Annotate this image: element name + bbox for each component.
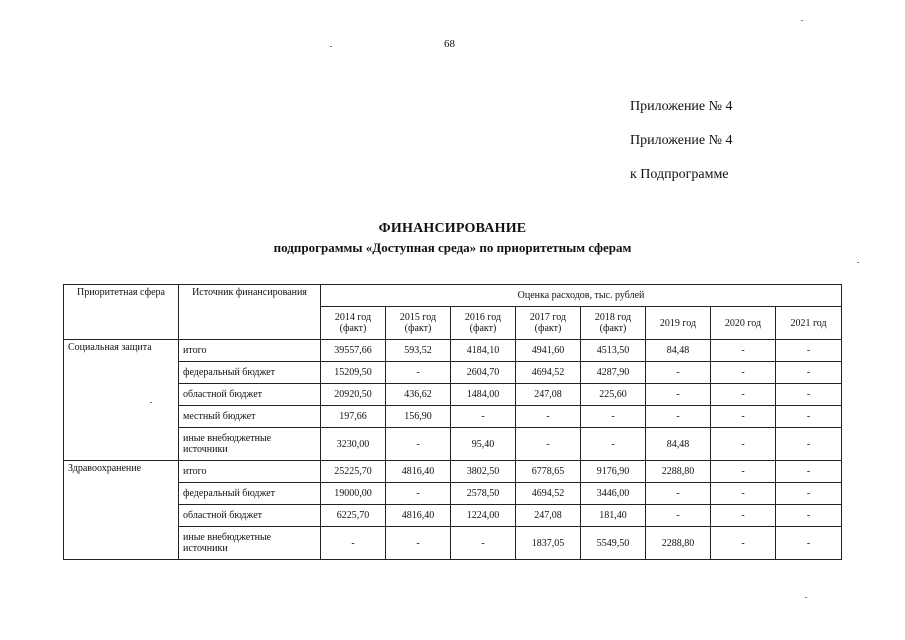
value-cell: - xyxy=(711,384,776,406)
sphere-cell: Здравоохранение xyxy=(64,461,179,560)
value-cell: 15209,50 xyxy=(321,362,386,384)
appendix-line-2: Приложение № 4 xyxy=(630,133,733,148)
value-cell: - xyxy=(776,483,842,505)
value-cell: 25225,70 xyxy=(321,461,386,483)
value-cell: 1837,05 xyxy=(516,527,581,560)
header-year: 2021 год xyxy=(776,307,842,340)
scan-speck xyxy=(805,597,807,598)
table-row xyxy=(64,505,842,527)
source-cell: федеральный бюджет xyxy=(179,362,321,384)
value-cell: - xyxy=(776,461,842,483)
value-cell: 593,52 xyxy=(386,340,451,362)
value-cell: - xyxy=(516,406,581,428)
source-cell: итого xyxy=(179,340,321,362)
value-cell: 225,60 xyxy=(581,384,646,406)
value-cell: 84,48 xyxy=(646,340,711,362)
value-cell: - xyxy=(451,406,516,428)
value-cell: - xyxy=(776,340,842,362)
value-cell: 181,40 xyxy=(581,505,646,527)
value-cell: - xyxy=(776,527,842,560)
value-cell: - xyxy=(711,505,776,527)
value-cell: 2604,70 xyxy=(451,362,516,384)
scan-speck xyxy=(150,402,152,403)
value-cell: 1224,00 xyxy=(451,505,516,527)
value-cell: - xyxy=(646,406,711,428)
value-cell: - xyxy=(711,362,776,384)
table-row xyxy=(64,406,842,428)
value-cell: - xyxy=(776,428,842,461)
header-year: 2017 год (факт) xyxy=(516,307,581,340)
value-cell: 4513,50 xyxy=(581,340,646,362)
value-cell: 6225,70 xyxy=(321,505,386,527)
document-title: ФИНАНСИРОВАНИЕ xyxy=(378,221,527,236)
value-cell: 2288,80 xyxy=(646,461,711,483)
table-row xyxy=(64,384,842,406)
value-cell: - xyxy=(386,483,451,505)
value-cell: 84,48 xyxy=(646,428,711,461)
value-cell: 247,08 xyxy=(516,384,581,406)
header-year: 2015 год (факт) xyxy=(386,307,451,340)
value-cell: - xyxy=(646,505,711,527)
value-cell: - xyxy=(386,362,451,384)
header-year: 2016 год (факт) xyxy=(451,307,516,340)
header-estimate: Оценка расходов, тыс. рублей xyxy=(321,285,842,307)
value-cell: - xyxy=(516,428,581,461)
header-source: Источник финансирования xyxy=(179,285,321,340)
value-cell: - xyxy=(776,362,842,384)
value-cell: 39557,66 xyxy=(321,340,386,362)
header-year: 2019 год xyxy=(646,307,711,340)
appendix-line-1: Приложение № 4 xyxy=(630,99,733,114)
value-cell: 4816,40 xyxy=(386,461,451,483)
source-cell: иные внебюджетные источники xyxy=(179,527,321,560)
value-cell: 3802,50 xyxy=(451,461,516,483)
value-cell: - xyxy=(451,527,516,560)
source-cell: итого xyxy=(179,461,321,483)
value-cell: 3230,00 xyxy=(321,428,386,461)
appendix-line-3: к Подпрограмме xyxy=(630,167,729,182)
value-cell: 95,40 xyxy=(451,428,516,461)
source-cell: местный бюджет xyxy=(179,406,321,428)
value-cell: 4184,10 xyxy=(451,340,516,362)
document-subtitle: подпрограммы «Доступная среда» по приоритетным сферам xyxy=(273,240,632,255)
value-cell: - xyxy=(646,384,711,406)
table-body xyxy=(64,340,842,560)
sphere-cell: Социальная защита xyxy=(64,340,179,461)
value-cell: 6778,65 xyxy=(516,461,581,483)
value-cell: - xyxy=(711,340,776,362)
value-cell: 156,90 xyxy=(386,406,451,428)
value-cell: - xyxy=(711,527,776,560)
value-cell: 5549,50 xyxy=(581,527,646,560)
value-cell: 2578,50 xyxy=(451,483,516,505)
value-cell: - xyxy=(776,384,842,406)
table-row xyxy=(64,428,842,461)
value-cell: - xyxy=(386,428,451,461)
value-cell: 4287,90 xyxy=(581,362,646,384)
value-cell: - xyxy=(646,483,711,505)
scan-speck xyxy=(801,20,803,21)
value-cell: - xyxy=(776,406,842,428)
value-cell: 247,08 xyxy=(516,505,581,527)
value-cell: - xyxy=(581,406,646,428)
value-cell: 436,62 xyxy=(386,384,451,406)
value-cell: - xyxy=(386,527,451,560)
value-cell: - xyxy=(646,362,711,384)
value-cell: 3446,00 xyxy=(581,483,646,505)
value-cell: 4816,40 xyxy=(386,505,451,527)
header-year: 2014 год (факт) xyxy=(321,307,386,340)
scan-speck xyxy=(330,46,332,47)
value-cell: - xyxy=(711,483,776,505)
value-cell: 197,66 xyxy=(321,406,386,428)
value-cell: 4941,60 xyxy=(516,340,581,362)
value-cell: 4694,52 xyxy=(516,483,581,505)
table-row xyxy=(64,340,842,362)
header-year: 2018 год (факт) xyxy=(581,307,646,340)
source-cell: областной бюджет xyxy=(179,384,321,406)
scan-speck xyxy=(857,262,859,263)
value-cell: 2288,80 xyxy=(646,527,711,560)
value-cell: 19000,00 xyxy=(321,483,386,505)
value-cell: 1484,00 xyxy=(451,384,516,406)
value-cell: - xyxy=(711,461,776,483)
table-row xyxy=(64,527,842,560)
value-cell: - xyxy=(711,406,776,428)
table-row xyxy=(64,461,842,483)
source-cell: областной бюджет xyxy=(179,505,321,527)
value-cell: - xyxy=(711,428,776,461)
value-cell: 20920,50 xyxy=(321,384,386,406)
header-year: 2020 год xyxy=(711,307,776,340)
source-cell: федеральный бюджет xyxy=(179,483,321,505)
page-number: 68 xyxy=(444,38,455,50)
table-row xyxy=(64,362,842,384)
table-row xyxy=(64,483,842,505)
value-cell: - xyxy=(776,505,842,527)
value-cell: 4694,52 xyxy=(516,362,581,384)
source-cell: иные внебюджетные источники xyxy=(179,428,321,461)
value-cell: - xyxy=(581,428,646,461)
header-sphere: Приоритетная сфера xyxy=(64,285,179,340)
value-cell: - xyxy=(321,527,386,560)
value-cell: 9176,90 xyxy=(581,461,646,483)
financing-table xyxy=(63,284,842,560)
